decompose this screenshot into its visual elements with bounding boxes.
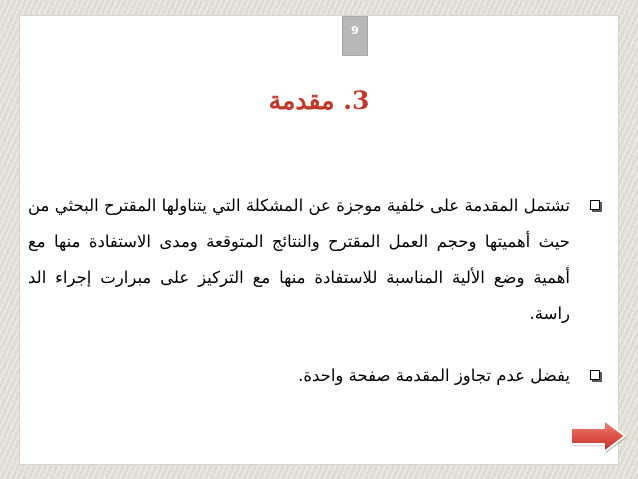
bullet-item-2: [28, 358, 598, 394]
bullet-text-1: تشتمل المقدمة على خلفية موجزة عن المشكلة التي يتناولها المقترح البحثي من حيث أهميتها وحجم العمل المقترح والنتائج المتوقعة ومدى الاستفادة منها مع أهمية وضع الألية المناسبة للاستفادة منها مع التركيز على مبرارت إجراء الد راسة.: [28, 196, 570, 323]
square-bullet-icon: [590, 370, 600, 380]
page-number-tab: [342, 16, 368, 56]
bullet-item-1: [28, 188, 598, 332]
slide-title: 3. مقدمة: [268, 86, 370, 115]
page-number: 9: [351, 24, 359, 37]
next-arrow-icon[interactable]: [568, 418, 628, 454]
square-bullet-icon: [590, 200, 600, 210]
bullet-text-2: يفضل عدم تجاوز المقدمة صفحة واحدة.: [298, 366, 570, 385]
slide: [20, 16, 618, 464]
